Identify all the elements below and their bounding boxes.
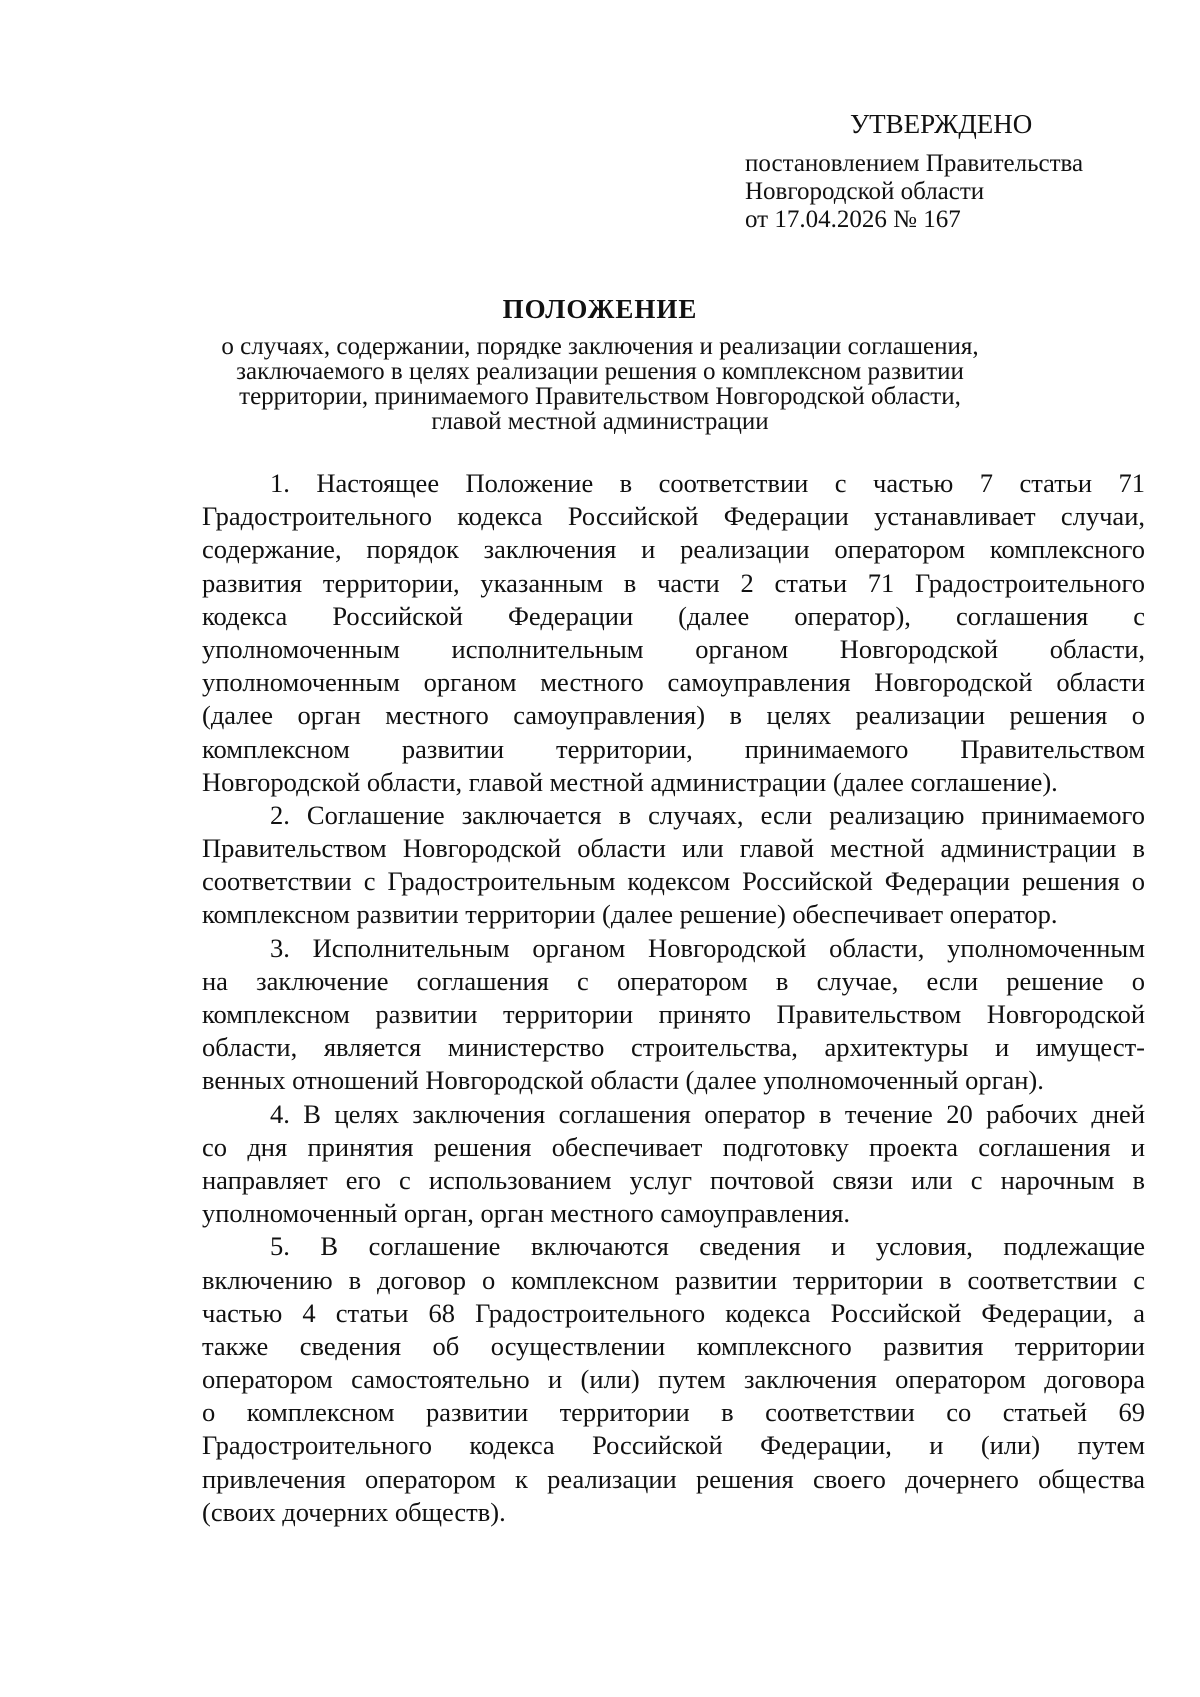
subtitle-line: заключаемого в целях реализации решения о комплексном развитии [236, 358, 964, 385]
paragraph-line: 4. В целях заключения соглашения оператор в течение 20 рабочих дней [270, 1098, 1145, 1129]
paragraph-line: комплексном развитии территории (далее решение) обеспечивает оператор. [202, 899, 1058, 930]
approval-block [745, 108, 1165, 234]
subtitle-line: о случаях, содержании, порядке заключения и реализации соглашения, [221, 333, 979, 360]
paragraph-line: также сведения об осуществлении комплексного развития территории [202, 1330, 1145, 1361]
paragraph-line: на заключение соглашения с оператором в случае, если решение о [202, 965, 1145, 996]
approval-heading: УТВЕРЖДЕНО [850, 109, 1033, 139]
document-subtitle [0, 334, 1200, 434]
paragraph-line: направляет его с использованием услуг почтовой связи или с нарочным в [202, 1164, 1145, 1195]
subtitle-line: главой местной администрации [431, 408, 769, 435]
paragraph-line: комплексном развитии территории принято Правительством Новгородской [202, 999, 1145, 1029]
subtitle-line: территории, принимаемого Правительством Новгородской области, [239, 383, 961, 410]
paragraph-line: венных отношений Новгородской области (далее уполномоченный орган). [202, 1065, 1044, 1096]
paragraph-line: уполномоченным органом местного самоуправления Новгородской области [202, 667, 1145, 698]
paragraph-line: о комплексном развитии территории в соответствии со статьей 69 [202, 1397, 1145, 1428]
paragraph-line: 2. Соглашение заключается в случаях, если реализацию принимаемого [270, 799, 1145, 830]
paragraph-line: уполномоченный орган, орган местного самоуправления. [202, 1198, 851, 1229]
paragraph-line: кодекса Российской Федерации (далее оператор), соглашения с [202, 600, 1145, 631]
paragraph-4 [202, 1098, 1145, 1231]
paragraph-line: со дня принятия решения обеспечивает подготовку проекта соглашения и [202, 1131, 1145, 1162]
paragraph-line: 1. Настоящее Положение в соответствии с частью 7 статьи 71 [270, 468, 1145, 498]
paragraph-line: (своих дочерних обществ). [202, 1496, 506, 1527]
approval-line: постановлением Правительства [745, 150, 1084, 177]
paragraph-line: содержание, порядок заключения и реализации оператором комплексного [202, 534, 1145, 565]
paragraph-line: Градостроительного кодекса Российской Федерации, и (или) путем [202, 1430, 1145, 1461]
paragraph-2 [202, 799, 1145, 932]
paragraph-3 [202, 932, 1145, 1098]
paragraph-line: Правительством Новгородской области или главой местной администрации в [202, 833, 1145, 864]
document-body [202, 467, 1145, 1529]
approval-line: Новгородской области [745, 178, 985, 205]
paragraph-line: развития территории, указанным в части 2 статьи 71 Градостроительного [202, 567, 1145, 598]
paragraph-line: Новгородской области, главой местной администрации (далее соглашение). [202, 766, 1058, 797]
document-title: ПОЛОЖЕНИЕ [502, 294, 698, 324]
paragraph-line: уполномоченным исполнительным органом Новгородской области, [202, 633, 1145, 664]
paragraph-line: 5. В соглашение включаются сведения и условия, подлежащие [270, 1231, 1145, 1262]
paragraph-5 [202, 1230, 1145, 1529]
paragraph-line: 3. Исполнительным органом Новгородской области, уполномоченным [270, 932, 1145, 963]
paragraph-line: включению в договор о комплексном развитии территории в соответствии с [202, 1264, 1145, 1295]
paragraph-line: частью 4 статьи 68 Градостроительного кодекса Российской Федерации, а [202, 1297, 1145, 1328]
paragraph-line: (далее орган местного самоуправления) в целях реализации решения о [202, 700, 1145, 731]
paragraph-line: привлечения оператором к реализации решения своего дочернего общества [202, 1463, 1145, 1494]
paragraph-line: оператором самостоятельно и (или) путем заключения оператором договора [202, 1364, 1145, 1395]
paragraph-line: соответствии с Градостроительным кодексом Российской Федерации решения о [202, 866, 1145, 897]
paragraph-line: области, является министерство строительства, архитектуры и имущест- [202, 1032, 1145, 1063]
paragraph-line: комплексном развитии территории, принимаемого Правительством [202, 733, 1145, 764]
paragraph-line: Градостроительного кодекса Российской Федерации устанавливает случаи, [202, 501, 1145, 532]
paragraph-1 [202, 467, 1145, 799]
approval-date-number: от 17.04.2026 № 167 [745, 206, 961, 233]
